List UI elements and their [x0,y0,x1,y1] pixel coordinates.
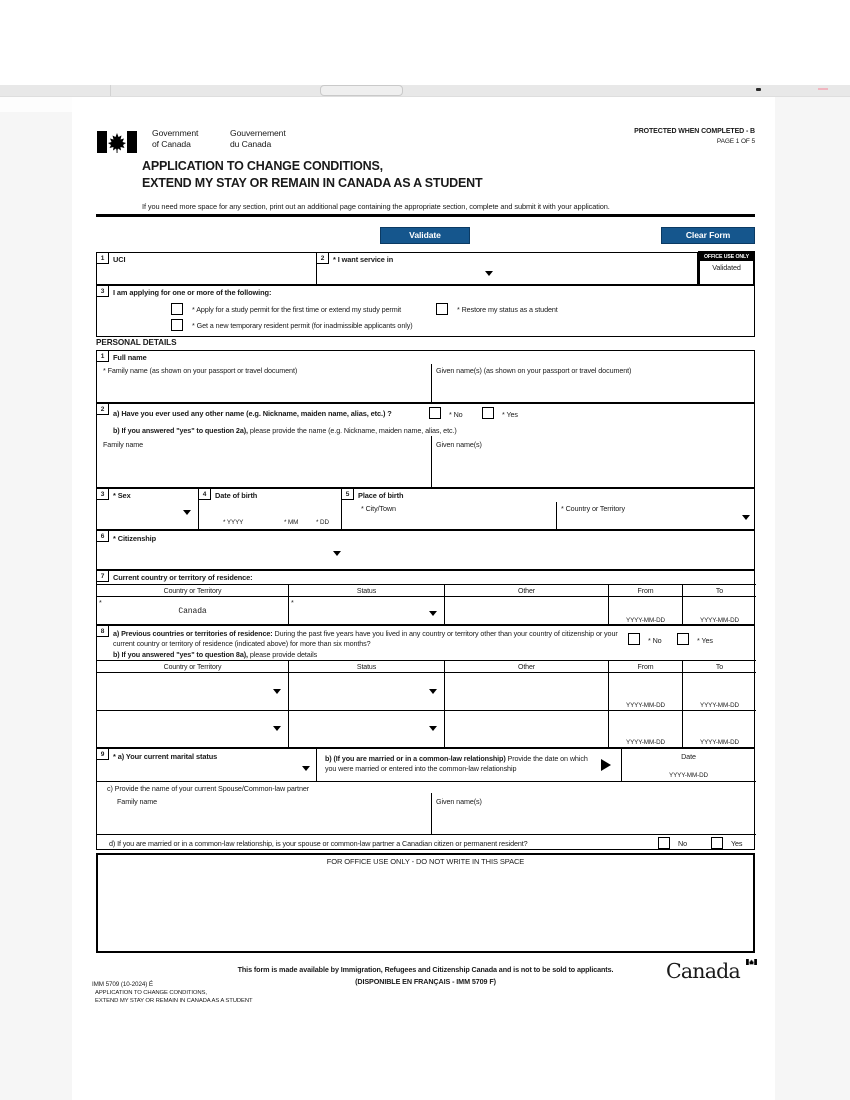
sex-dob-pob-row [96,488,755,530]
p8a-no-checkbox[interactable] [628,633,640,645]
p8-header-from: From [608,661,682,672]
p8-header-to: To [682,661,756,672]
p8-row2-other-cell[interactable] [444,711,608,748]
p7-number: 7 [97,571,109,582]
p7-data-row [97,597,756,625]
q2-number: 2 [317,253,329,264]
p1-given-label: Given name(s) (as shown on your passport or travel document) [436,366,632,375]
p8-data-row-2 [97,711,756,748]
p5-city-input[interactable] [342,513,555,529]
p9-ab-divider [316,749,317,781]
p8a-yes-label: * Yes [697,636,713,645]
page-number-label: PAGE 1 OF 5 [716,138,755,145]
p7-country-value: Canada [178,607,207,616]
p9d-label: d) If you are married or in a common-law relationship, is your spouse or common-law partner a Canadian citizen or permanent resident? [109,839,528,848]
p9-row1-bottom-border [97,781,756,782]
p3-sex-dropdown-arrow-icon[interactable] [183,510,191,515]
office-use-area [96,853,755,953]
p8a-yes-checkbox[interactable] [677,633,689,645]
right-margin [775,97,850,1100]
p1-family-label: * Family name (as shown on your passport or travel document) [103,366,298,375]
p6-number: 6 [97,531,109,542]
p9d-no-label: No [678,839,687,848]
footer-line1: This form is made available by Immigration, Refugees and Citizenship Canada and is not to be sold to applicants. [237,965,614,974]
q3-study-permit-label: * Apply for a study permit for the first time or extend my study permit [192,305,402,314]
p2a-yes-checkbox[interactable] [482,407,494,419]
p2a-yes-label: * Yes [502,410,518,419]
footer-line2: (DISPONIBLE EN FRANÇAIS - IMM 5709 F) [355,977,496,986]
canada-wordmark-flag-icon [746,959,757,965]
p7-country-required-asterisk: * [99,598,102,607]
uci-service-row [96,252,698,285]
p7-header-to: To [682,585,756,596]
p9c-given-input[interactable] [433,807,754,833]
p2a-no-label: * No [449,410,463,419]
footer-form-name-line2: EXTEND MY STAY OR REMAIN IN CANADA AS A STUDENT [95,998,253,1004]
p7-from-date-format: YYYY-MM-DD [625,617,665,624]
p8-row2-country-cell[interactable] [97,711,288,748]
p9d-yes-label: Yes [731,839,743,848]
p9a-dropdown-arrow-icon[interactable] [302,766,310,771]
p2-number: 2 [97,404,109,415]
p2a-label: a) Have you ever used any other name (e.g. Nickname, maiden name, alias, etc.) ? [113,409,392,418]
p8-row1-from-date-format: YYYY-MM-DD [625,702,665,709]
p2b-label-bold: b) If you answered "yes" to question 2a), [113,426,248,435]
p9-date-label: Date [681,752,696,761]
gov-en-line2: of Canada [152,138,191,149]
p7-header-row [97,584,756,597]
p8-row2-to-cell[interactable] [682,711,756,748]
p9c-divider [431,793,432,834]
p5-number: 5 [342,489,354,500]
toolbar-dropdown-button[interactable] [320,85,403,96]
p8a-label-bold: a) Previous countries or territories of residence: [113,629,273,638]
footer-form-code: IMM 5709 (10-2024) É [92,981,153,988]
office-use-header: OFFICE USE ONLY [700,253,753,261]
protected-label: PROTECTED WHEN COMPLETED - B [634,128,755,135]
p9b-pointer-arrow-icon [601,759,611,771]
gov-canada-en [152,128,198,149]
p8-row1-from-cell[interactable] [608,673,682,710]
p9c-family-input[interactable] [98,807,430,833]
current-residence-section [96,570,755,625]
p8b-label [113,650,317,660]
p2-given-label: Given name(s) [436,440,482,449]
left-margin-notch [0,97,72,112]
p2b-label [113,426,457,436]
footer-form-name-line1: APPLICATION TO CHANGE CONDITIONS, [95,990,207,996]
p7-status-dropdown-arrow-icon[interactable] [429,611,437,616]
p9b-label-bold: b) (If you are married or in a common-law relationship) [325,754,506,763]
left-margin [0,97,72,1100]
p7-to-date-format: YYYY-MM-DD [699,617,739,624]
p8-row2-country-dropdown-arrow-icon[interactable] [273,726,281,731]
header-rule [96,214,755,217]
p7-country-cell[interactable] [97,597,288,625]
gov-fr-line1: Gouvernement [230,128,286,138]
p8-header-status: Status [288,661,444,672]
form-title-line1: APPLICATION TO CHANGE CONDITIONS, [142,159,383,173]
p7-to-cell[interactable] [682,597,756,625]
p8-row2-status-cell[interactable] [288,711,444,748]
p9-date-input[interactable] [622,759,755,773]
other-name-section [96,403,755,488]
q2-service-select[interactable] [317,265,697,284]
p9b-label [325,754,597,773]
form-note: If you need more space for any section, print out an additional page containing the appropriate section, complete and submit it with your application. [142,202,610,211]
p4-yyyy-label[interactable]: * YYYY [223,519,244,526]
p5-country-dropdown-arrow-icon[interactable] [742,515,750,520]
p4-number: 4 [199,489,211,500]
p8-number: 8 [97,626,109,637]
p7-label: Current country or territory of residence: [113,573,253,582]
q1-number: 1 [97,253,109,264]
browser-toolbar-strip [0,85,850,97]
p7-header-status: Status [288,585,444,596]
form-title [142,158,482,191]
p8a-no-label: * No [648,636,662,645]
p8-row1-to-cell[interactable] [682,673,756,710]
p5-country-label: * Country or Territory [561,504,625,513]
p7-from-cell[interactable] [608,597,682,625]
p9d-yes-checkbox[interactable] [711,837,723,849]
p2-family-input[interactable] [98,450,430,486]
p7-other-cell[interactable] [444,597,608,625]
q3-number: 3 [97,286,109,297]
office-use-status: Validated [712,263,741,272]
toolbar-dot-icon[interactable] [756,88,761,91]
p4-dob-label: Date of birth [215,491,258,500]
q3-study-permit-checkbox[interactable] [171,303,183,315]
p9c-label: c) Provide the name of your current Spouse/Common-law partner [107,784,310,793]
p5-city-country-divider [556,502,557,529]
p9-number: 9 [97,749,109,760]
p1-family-input[interactable] [98,376,430,402]
p6-citizenship-label: * Citizenship [113,534,157,543]
q3-trp-label: * Get a new temporary resident permit (for inadmissible applicants only) [192,321,413,330]
q2-service-label: * I want service in [333,255,394,264]
p9d-no-checkbox[interactable] [658,837,670,849]
p8-header-country: Country or Territory [163,664,222,671]
p1-label: Full name [113,353,147,362]
p2b-label-rest: please provide the name (e.g. Nickname, maiden name, alias, etc.) [247,426,457,435]
q3-restore-status-label: * Restore my status as a student [457,305,558,314]
p2a-no-checkbox[interactable] [429,407,441,419]
q1-uci-label: UCI [113,255,126,264]
form-title-line2: EXTEND MY STAY OR REMAIN IN CANADA AS A STUDENT [142,175,483,190]
validate-button[interactable]: Validate [380,227,470,244]
p8-row1-status-dropdown-arrow-icon[interactable] [429,689,437,694]
canada-wordmark [666,959,758,987]
p8a-label [113,629,625,648]
p8-row1-other-cell[interactable] [444,673,608,710]
form-page [72,97,775,1100]
p2-divider [431,436,432,487]
p8-row1-to-date-format: YYYY-MM-DD [699,702,739,709]
applying-for-section [96,285,755,337]
p9-date-format: YYYY-MM-DD [668,772,708,779]
q3-label: I am applying for one or more of the following: [113,288,272,297]
personal-details-title: PERSONAL DETAILS [96,338,177,347]
p3-number: 3 [97,489,109,500]
toolbar-pink-mark-icon [818,88,828,90]
p9b-label-rest: Provide the date on which you were married or entered into the common-law relationship [325,754,588,773]
p8-header-other: Other [444,661,608,672]
p4-dd-label[interactable]: * DD [316,519,329,526]
uci-input[interactable] [98,265,315,284]
p8b-label-rest: please provide details [247,650,318,659]
p7-header-other: Other [444,585,608,596]
p7-status-required-asterisk: * [291,598,294,607]
p1-number: 1 [97,351,109,362]
p8-row1-country-cell[interactable] [97,673,288,710]
p8-row1-country-dropdown-arrow-icon[interactable] [273,689,281,694]
clear-form-button[interactable]: Clear Form [661,227,755,244]
p8-row2-from-cell[interactable] [608,711,682,748]
p7-status-cell[interactable] [288,597,444,625]
q3-trp-checkbox[interactable] [171,319,183,331]
p2-given-input[interactable] [433,450,754,486]
p5-city-label: * City/Town [361,504,396,513]
toolbar-divider [110,85,111,96]
p8-row2-to-date-format: YYYY-MM-DD [699,739,739,746]
p9c-family-label: Family name [117,797,158,806]
full-name-section [96,350,755,403]
p5-pob-label: Place of birth [358,491,404,500]
gov-en-line1: Government [152,128,199,138]
p2-family-label: Family name [103,440,144,449]
p3-sex-label: * Sex [113,491,131,500]
canada-flag-icon [97,130,137,154]
p9c-given-label: Given name(s) [436,797,482,806]
p9a-label: * a) Your current marital status [113,752,218,761]
p8a-label-rest: During the past five years have you lived in any country or territory other than your country of citizenship or your current country or territory of residence (indicated above) for more than six months? [113,629,618,648]
p8-row2-status-dropdown-arrow-icon[interactable] [429,726,437,731]
citizenship-section [96,530,755,570]
office-use-area-title: FOR OFFICE USE ONLY - DO NOT WRITE IN THIS SPACE [326,857,525,866]
p4-mm-label[interactable]: * MM [284,519,299,526]
p9-row2-bottom-border [97,834,756,835]
q3-restore-status-checkbox[interactable] [436,303,448,315]
p8-row1-status-cell[interactable] [288,673,444,710]
gov-fr-line2: du Canada [230,138,272,149]
gov-canada-fr [230,128,286,149]
marital-status-section [96,748,755,850]
p7-header-from: From [608,585,682,596]
p8-data-row-1 [97,673,756,711]
p1-given-input[interactable] [433,376,754,402]
p6-citizenship-select[interactable] [98,544,498,569]
p1-divider [431,364,432,402]
canada-wordmark-text: Canada [666,959,740,983]
p8-header-row [97,660,756,673]
previous-residence-section [96,625,755,748]
p8b-label-bold: b) If you answered "yes" to question 8a), [113,650,248,659]
p8-row2-from-date-format: YYYY-MM-DD [625,739,665,746]
office-use-box [698,251,755,286]
p7-header-country: Country or Territory [163,588,222,595]
